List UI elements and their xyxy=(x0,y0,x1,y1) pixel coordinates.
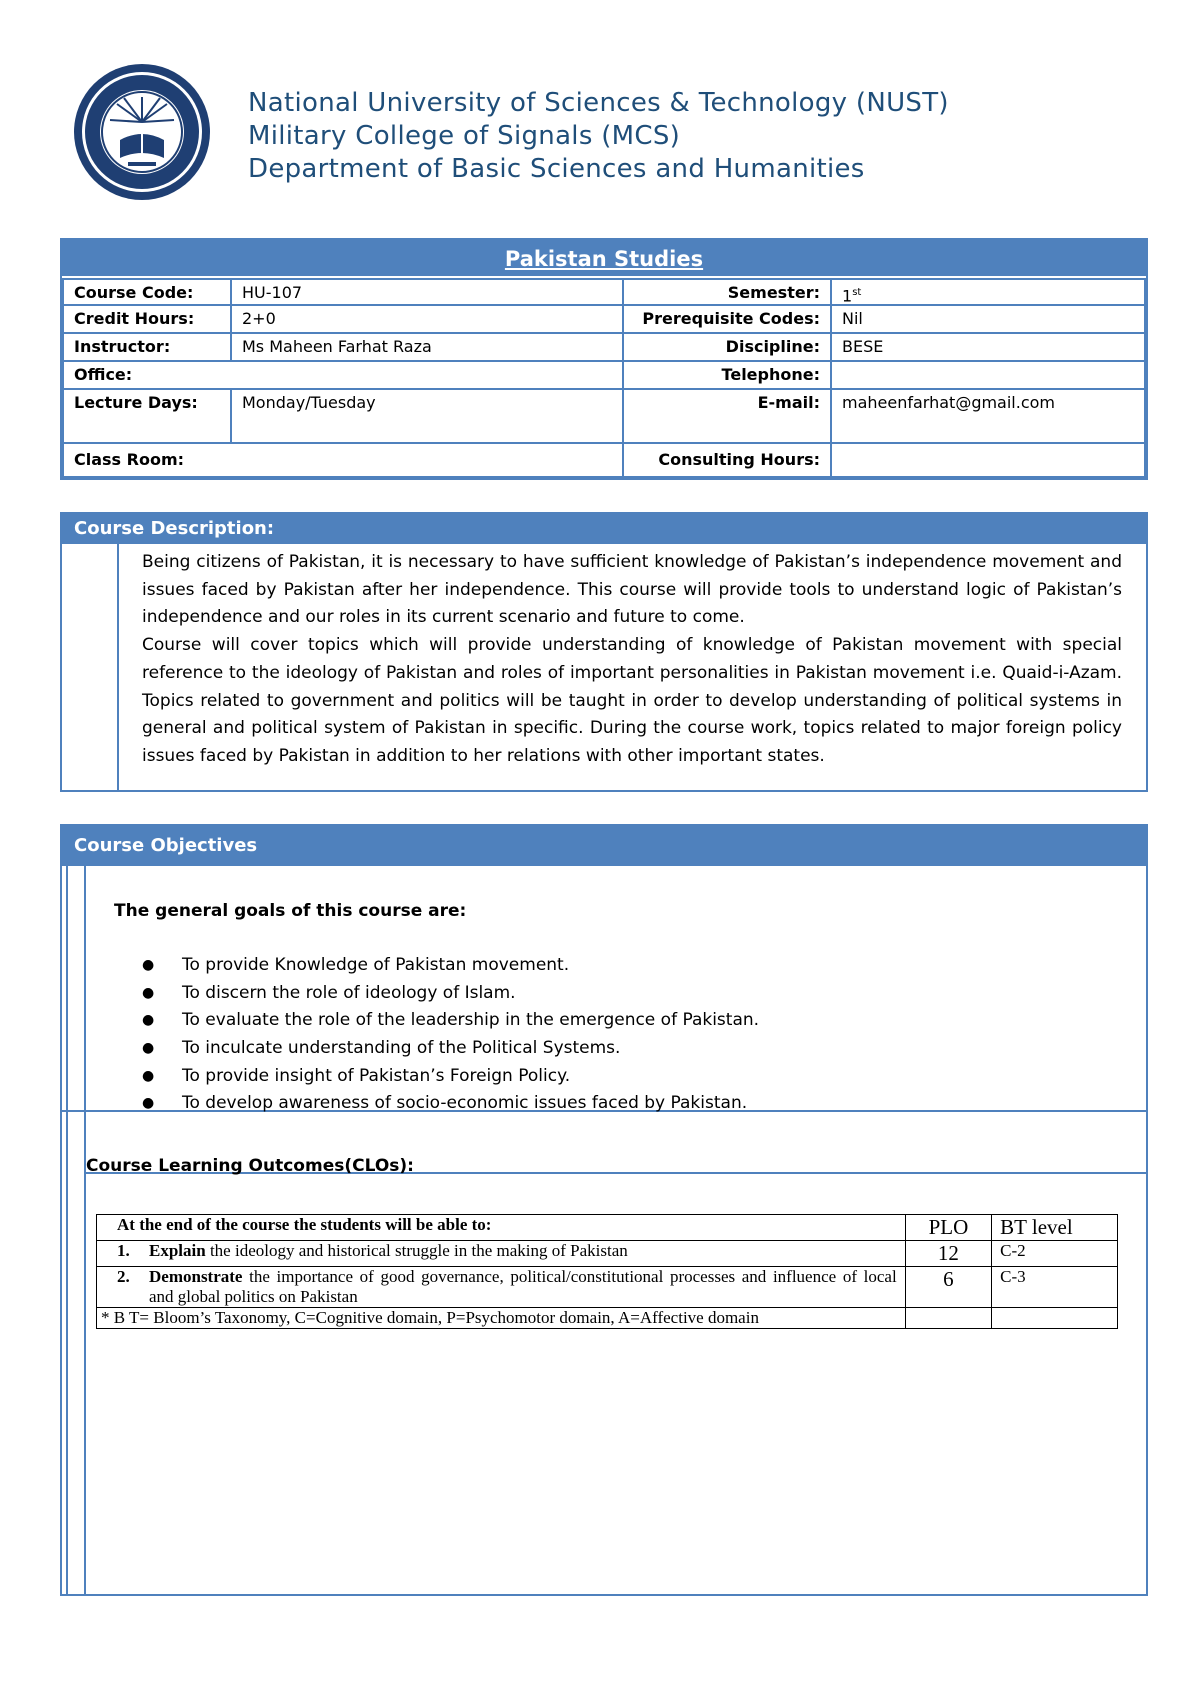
course-description-heading: Course Description: xyxy=(62,514,1146,544)
clo-header-plo: PLO xyxy=(905,1215,991,1241)
course-title: Pakistan Studies xyxy=(62,240,1146,276)
objectives-left-border xyxy=(66,866,68,1596)
list-item: ● To evaluate the role of the leadership in the emergence of Pakistan. xyxy=(122,1007,759,1035)
course-info-table xyxy=(60,238,1148,480)
clo-table xyxy=(96,1214,1118,1329)
description-divider xyxy=(117,544,119,790)
course-description-text xyxy=(142,549,1122,771)
table-row: 2. Demonstrate the importance of good governance, political/constitutional processes and influence of local and global politics on Pakistan 6 C-3 xyxy=(97,1267,1118,1308)
email-value[interactable]: maheenfarhat@gmail.com xyxy=(830,388,1146,444)
list-item: ● To discern the role of ideology of Islam. xyxy=(122,980,759,1008)
clo-plo-value: 6 xyxy=(905,1267,991,1308)
telephone-value xyxy=(830,360,1146,390)
telephone-label: Telephone: xyxy=(622,360,832,390)
course-code-value: HU-107 xyxy=(230,278,624,306)
clo-header-statement: At the end of the course the students will be able to: xyxy=(97,1215,906,1241)
clo-footnote: * B T= Bloom’s Taxonomy, C=Cognitive domain, P=Psychomotor domain, A=Affective domain xyxy=(97,1308,906,1329)
semester-label: Semester: xyxy=(622,278,832,306)
table-row xyxy=(97,1308,1118,1329)
course-objectives-section xyxy=(60,824,1148,1596)
university-name: National University of Sciences & Technology (NUST) xyxy=(248,88,949,118)
description-paragraph-2: Course will cover topics which will provide understanding of knowledge of Pakistan movement with special reference to the ideology of Pakistan and roles of important personalities in Pakistan movement i.e. Quaid-i-Azam. Topics related to government and politics will be taught in order to develop understanding of political systems in general and political system of Pakistan in specific. During the course work, topics related to major foreign policy issues faced by Pakistan in addition to her relations with other important states. xyxy=(142,635,1122,766)
college-name: Military College of Signals (MCS) xyxy=(248,121,681,151)
clo-bt-value: C-2 xyxy=(992,1241,1118,1267)
prerequisite-label: Prerequisite Codes: xyxy=(622,304,832,334)
clo-plo-value: 12 xyxy=(905,1241,991,1267)
prerequisite-value: Nil xyxy=(830,304,1146,334)
list-item: ● To provide Knowledge of Pakistan movement. xyxy=(122,952,759,980)
discipline-label: Discipline: xyxy=(622,332,832,362)
table-header-row xyxy=(97,1215,1118,1241)
department-name: Department of Basic Sciences and Humanities xyxy=(248,154,865,184)
list-item: ● To inculcate understanding of the Political Systems. xyxy=(122,1035,759,1063)
list-item: ● To provide insight of Pakistan’s Foreign Policy. xyxy=(122,1063,759,1091)
university-seal-logo xyxy=(72,62,212,202)
credit-hours-value: 2+0 xyxy=(230,304,624,334)
consulting-hours-label: Consulting Hours: xyxy=(622,442,832,478)
course-objectives-heading: Course Objectives xyxy=(62,826,1146,866)
office-label: Office: xyxy=(62,360,624,390)
clo-header-bt-level: BT level xyxy=(992,1215,1118,1241)
consulting-hours-value xyxy=(830,442,1146,478)
credit-hours-label: Credit Hours: xyxy=(62,304,232,334)
instructor-label: Instructor: xyxy=(62,332,232,362)
course-description-section xyxy=(60,512,1148,792)
discipline-value: BESE xyxy=(830,332,1146,362)
list-item: ● To develop awareness of socio-economic issues faced by Pakistan. xyxy=(122,1090,759,1118)
course-code-label: Course Code: xyxy=(62,278,232,306)
clo-heading: Course Learning Outcomes(CLOs): xyxy=(86,1156,414,1176)
email-label: E-mail: xyxy=(622,388,832,444)
semester-value: 1st xyxy=(830,278,1146,306)
goals-intro: The general goals of this course are: xyxy=(114,901,467,921)
description-paragraph-1: Being citizens of Pakistan, it is necessary to have sufficient knowledge of Pakistan’s independence movement and issues faced by Pakistan after her independence. This course will provide tools to understand logic of Pakistan’s independence and our roles in its current scenario and future to come. xyxy=(142,552,1122,628)
table-row: 1. Explain the ideology and historical struggle in the making of Pakistan 12 C-2 xyxy=(97,1241,1118,1267)
lecture-days-label: Lecture Days: xyxy=(62,388,232,444)
clo-bt-value: C-3 xyxy=(992,1267,1118,1308)
classroom-label: Class Room: xyxy=(62,442,624,478)
objectives-divider xyxy=(84,866,86,1596)
goals-list xyxy=(122,952,759,1118)
instructor-value: Ms Maheen Farhat Raza xyxy=(230,332,624,362)
lecture-days-value: Monday/Tuesday xyxy=(230,388,624,444)
